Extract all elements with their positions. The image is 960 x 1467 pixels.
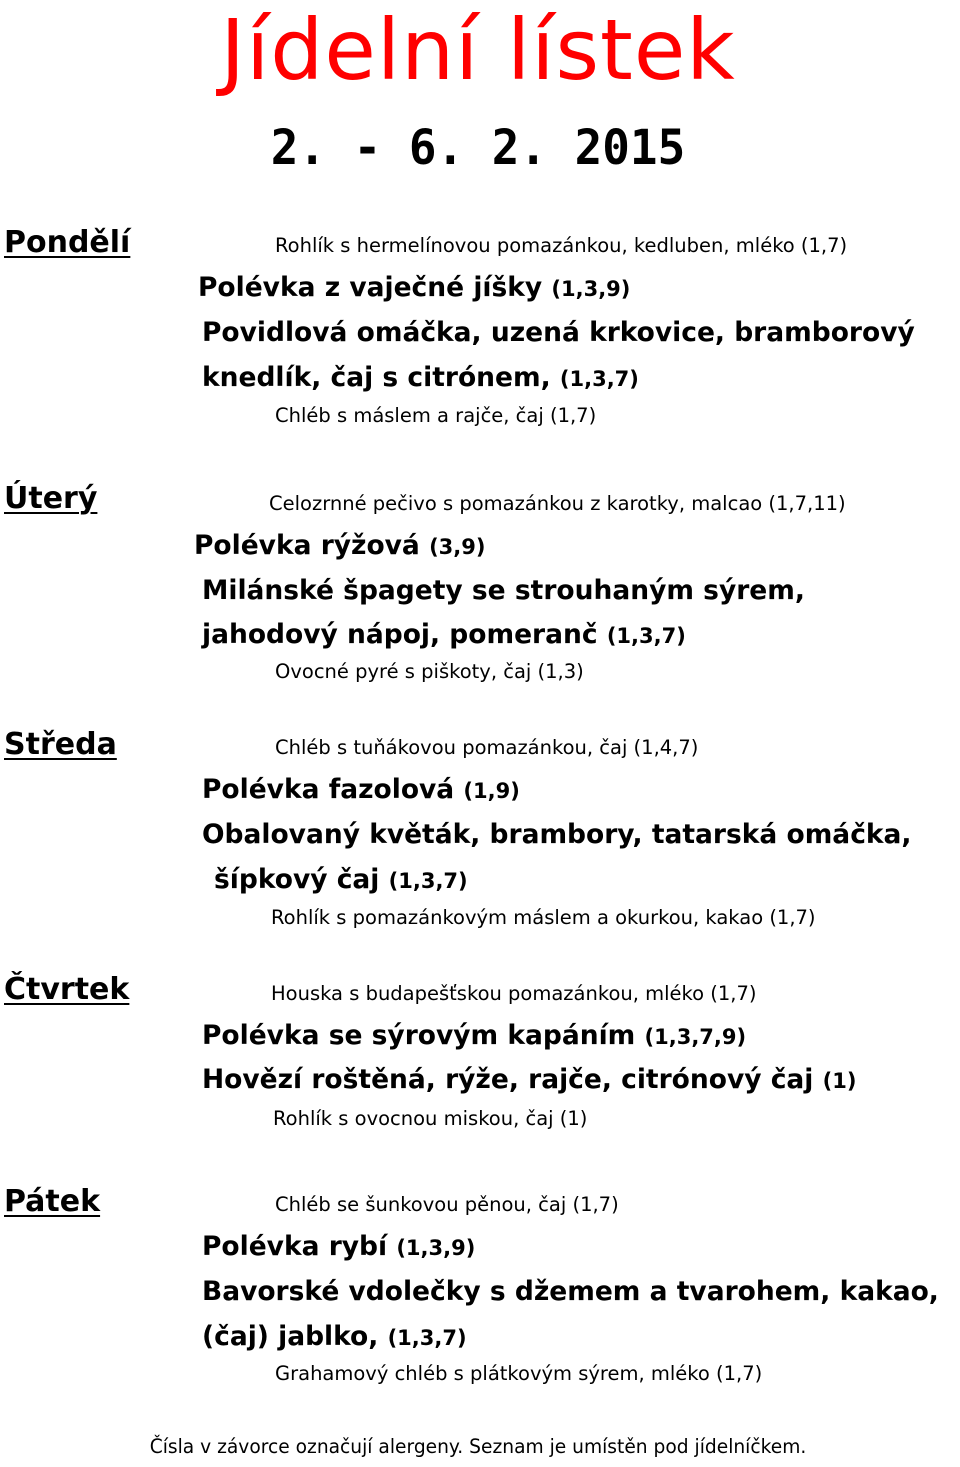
afternoon-snack: Ovocné pyré s piškoty, čaj (1,3): [275, 660, 584, 683]
day-name: Čtvrtek: [4, 972, 130, 1007]
main-course-line-2: [202, 361, 639, 396]
main-course-line-1: Bavorské vdolečky s džemem a tvarohem, kakao,: [202, 1276, 939, 1307]
afternoon-snack: Grahamový chléb s plátkovým sýrem, mléko (1,7): [275, 1362, 763, 1385]
allergen-codes: (1,3,9): [396, 1236, 476, 1260]
soup-name: Polévka fazolová: [202, 774, 455, 805]
main-course-text: (čaj) jablko,: [202, 1321, 379, 1352]
day-name: Pondělí: [4, 225, 131, 260]
page-title: Jídelní lístek: [220, 1, 736, 99]
main-course-text: šípkový čaj: [214, 864, 380, 895]
allergen-codes: (1,9): [463, 779, 520, 803]
morning-snack: Rohlík s hermelínovou pomazánkou, kedluben, mléko (1,7): [275, 234, 848, 257]
allergen-codes: (1,3,7): [387, 1326, 467, 1350]
soup-name: Polévka rybí: [202, 1231, 388, 1262]
allergen-codes: (1,3,7,9): [644, 1025, 747, 1049]
main-course-line-2: [202, 618, 686, 653]
main-course-line-1: Milánské špagety se strouhaným sýrem,: [202, 575, 805, 606]
main-course-text: knedlík, čaj s citrónem,: [202, 362, 551, 393]
allergen-codes: (1,3,7): [388, 869, 468, 893]
morning-snack: Houska s budapešťskou pomazánkou, mléko (1,7): [271, 982, 757, 1005]
main-course-line-1: Povidlová omáčka, uzená krkovice, bramborový: [202, 317, 915, 348]
afternoon-snack: Chléb s máslem a rajče, čaj (1,7): [275, 404, 597, 427]
allergen-codes: (1,3,7): [606, 624, 686, 648]
soup: [198, 271, 630, 306]
main-course-text: jahodový nápoj, pomeranč: [202, 619, 598, 650]
soup: [202, 1019, 746, 1054]
morning-snack: Chléb s tuňákovou pomazánkou, čaj (1,4,7): [275, 736, 699, 759]
soup-name: Polévka rýžová: [194, 530, 420, 561]
afternoon-snack: Rohlík s pomazánkovým máslem a okurkou, kakao (1,7): [271, 906, 816, 929]
allergen-codes: (1,3,9): [551, 277, 631, 301]
soup: [202, 1230, 475, 1265]
main-course-line-2: [202, 1320, 467, 1355]
day-name: Středa: [4, 727, 117, 762]
allergen-footnote: Čísla v závorce označují alergeny. Seznam je umístěn pod jídelníčkem.: [149, 1435, 807, 1458]
day-name: Úterý: [4, 481, 98, 516]
morning-snack: Chléb se šunkovou pěnou, čaj (1,7): [275, 1193, 619, 1216]
soup-name: Polévka z vaječné jíšky: [198, 272, 543, 303]
soup: [202, 773, 520, 808]
afternoon-snack: Rohlík s ovocnou miskou, čaj (1): [273, 1107, 588, 1130]
day-name: Pátek: [4, 1184, 101, 1219]
soup-name: Polévka se sýrovým kapáním: [202, 1020, 636, 1051]
main-course-text: Hovězí roštěná, rýže, rajče, citrónový čaj: [202, 1064, 814, 1095]
soup: [194, 529, 485, 564]
main-course-line-2: [214, 863, 468, 898]
main-course-line-1: [202, 1063, 856, 1098]
allergen-codes: (1): [822, 1069, 857, 1093]
allergen-codes: (1,3,7): [559, 367, 639, 391]
morning-snack: Celozrnné pečivo s pomazánkou z karotky, malcao (1,7,11): [269, 492, 846, 515]
main-course-line-1: Obalovaný květák, brambory, tatarská omáčka,: [202, 819, 912, 850]
allergen-codes: (3,9): [429, 535, 486, 559]
menu-date-range: 2. - 6. 2. 2015: [270, 120, 686, 176]
